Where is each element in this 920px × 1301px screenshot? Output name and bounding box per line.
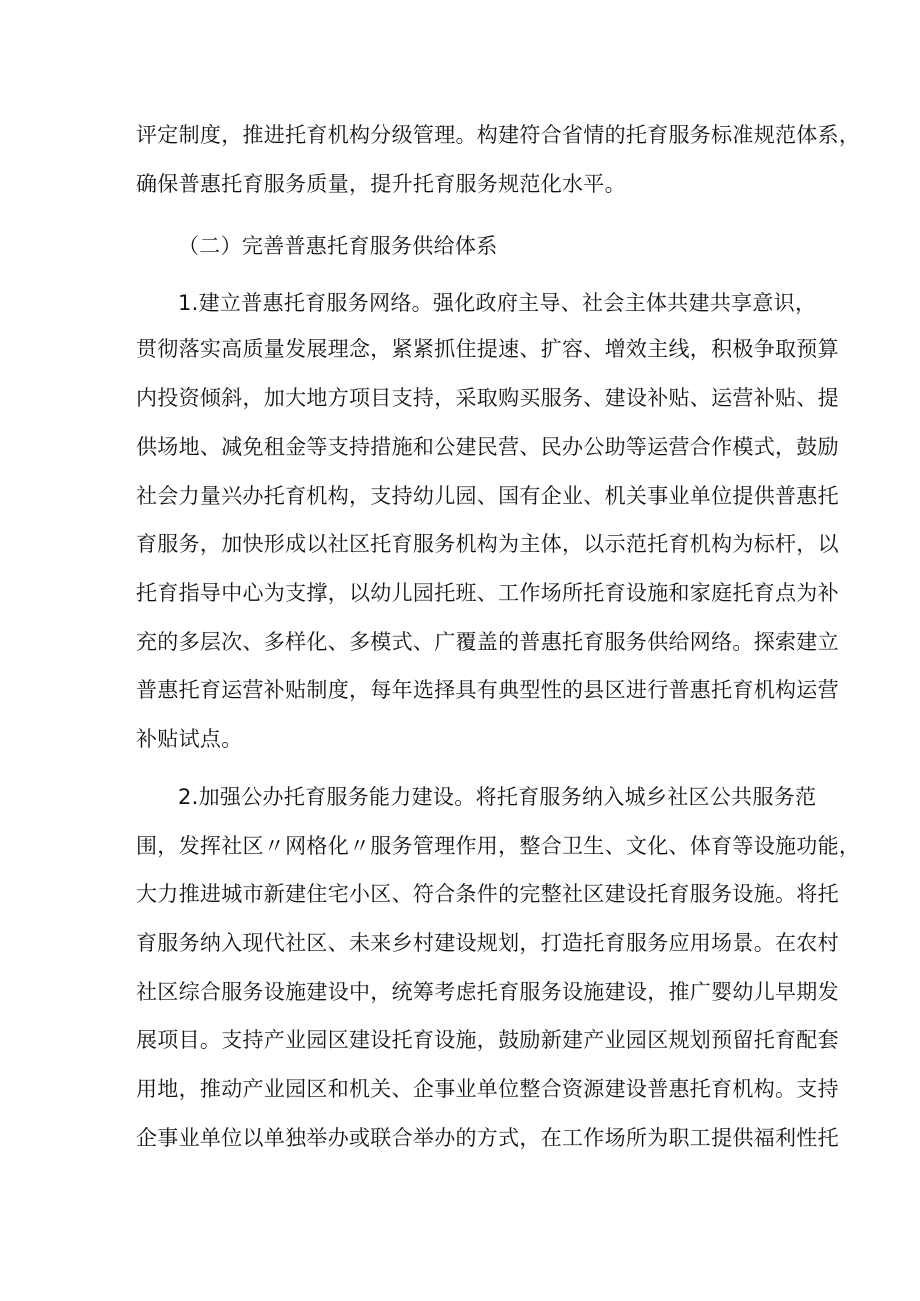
item2-line-6: 展项目。支持产业园区建设托育设施，鼓励新建产业园区规划预留托育配套	[136, 1028, 839, 1052]
item1-line-2: 贯彻落实高质量发展理念，紧紧抓住提速、扩容、增效主线，积极争取预算	[136, 337, 839, 361]
item2-line-7: 用地，推动产业园区和机关、企事业单位整合资源建设普惠托育机构。支持	[136, 1077, 839, 1101]
item2-line-4: 育服务纳入现代社区、未来乡村建设规划，打造托育服务应用场景。在农村	[136, 931, 839, 955]
item1-line-7: 托育指导中心为支撑，以幼儿园托班、工作场所托育设施和家庭托育点为补	[136, 581, 839, 605]
item1-line-10: 补贴试点。	[136, 727, 243, 751]
intro-line-2: 确保普惠托育服务质量，提升托育服务规范化水平。	[136, 172, 626, 196]
item1-line-9: 普惠托育运营补贴制度，每年选择具有典型性的县区进行普惠托育机构运营	[136, 678, 839, 702]
intro-line-1: 评定制度，推进托育机构分级管理。构建符合省情的托育服务标准规范体系，	[136, 123, 861, 147]
section-heading: （二）完善普惠托育服务供给体系	[178, 234, 498, 258]
item1-line-6: 育服务，加快形成以社区托育服务机构为主体，以示范托育机构为标杆，以	[136, 532, 839, 556]
item1-line-4: 供场地、减免租金等支持措施和公建民营、民办公助等运营合作模式，鼓励	[136, 435, 839, 459]
item1-line-8: 充的多层次、多样化、多模式、广覆盖的普惠托育服务供给网络。探索建立	[136, 630, 839, 654]
item1-line-5: 社会力量兴办托育机构，支持幼儿园、国有企业、机关事业单位提供普惠托	[136, 484, 839, 508]
item2-line-8: 企事业单位以单独举办或联合举办的方式，在工作场所为职工提供福利性托	[136, 1126, 839, 1150]
item2-line-5: 社区综合服务设施建设中，统筹考虑托育服务设施建设，推广婴幼儿早期发	[136, 980, 839, 1004]
item1-line-3: 内投资倾斜，加大地方项目支持，采取购买服务、建设补贴、运营补贴、提	[136, 386, 839, 410]
item2-line-3: 大力推进城市新建住宅小区、符合条件的完整社区建设托育服务设施。将托	[136, 882, 839, 906]
item2-line-1: 2.加强公办托育服务能力建设。将托育服务纳入城乡社区公共服务范	[178, 785, 817, 809]
item1-line-1: 1.建立普惠托育服务网络。强化政府主导、社会主体共建共享意识，	[178, 291, 817, 315]
item2-line-2: 围，发挥社区〃网格化〃服务管理作用，整合卫生、文化、体育等设施功能，	[136, 834, 861, 858]
